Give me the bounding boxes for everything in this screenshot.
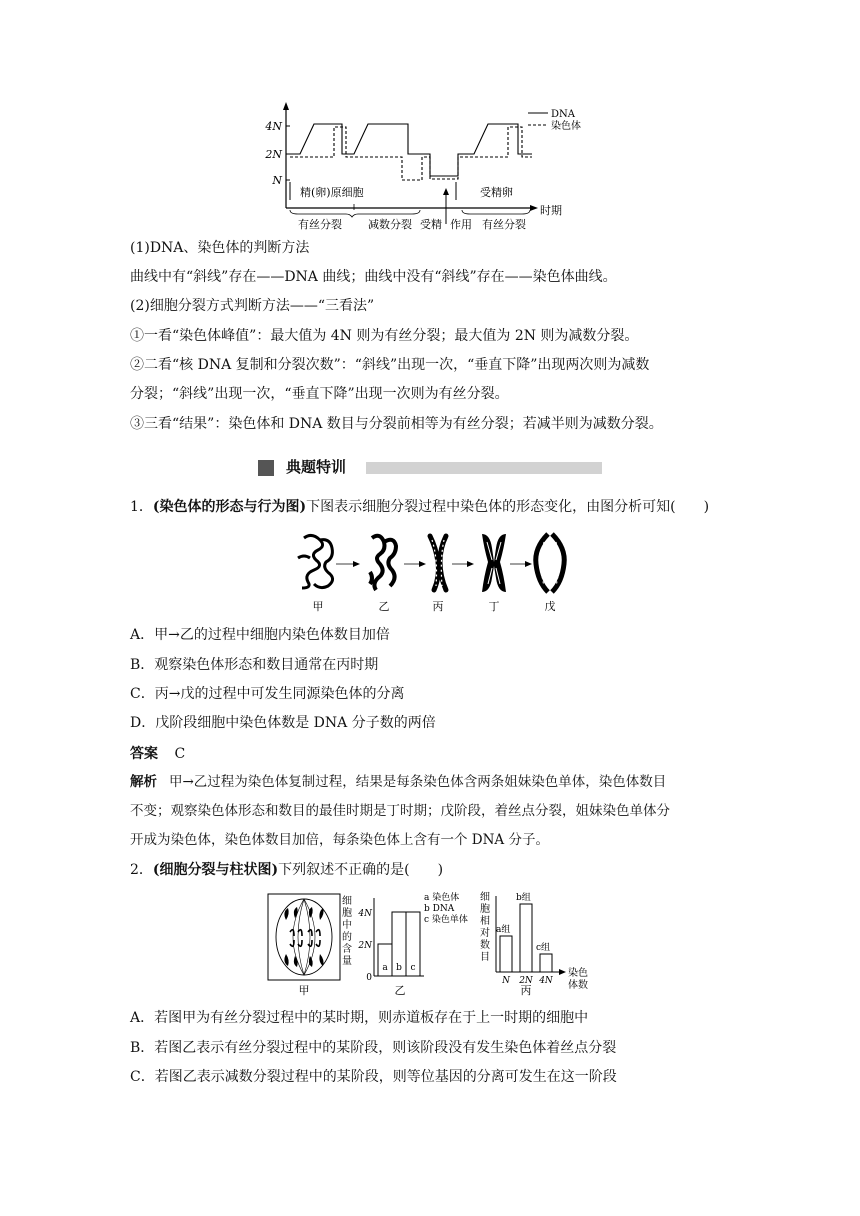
question-2-option-c: C．若图乙表示减数分裂过程中的某阶段，则等位基因的分离可发生在这一阶段 (130, 1069, 617, 1085)
question-1-option-a: A．甲→乙的过程中细胞内染色体数目加倍 (130, 627, 390, 643)
yi-legend-c: c 染色单体 (424, 915, 468, 925)
yi-ylabel-char-4: 的 (342, 932, 352, 943)
bing-xtick-n: N (502, 976, 510, 986)
yi-bar-label-b: b (396, 963, 402, 973)
question-1-option-c: C．丙→戊的过程中可发生同源染色体的分离 (130, 686, 405, 702)
bing-ylabel-char-1: 细 (480, 892, 490, 903)
bing-group-b: b组 (516, 893, 531, 903)
bing-xlabel-1: 染色 (568, 968, 588, 979)
yi-tick-0: 0 (366, 973, 372, 983)
phase-mitosis-2: 有丝分裂 (482, 218, 526, 231)
method-text-1: 曲线中有“斜线”存在——DNA 曲线；曲线中没有“斜线”存在——染色体曲线。 (130, 269, 617, 285)
bing-ylabel-char-4: 对 (480, 928, 490, 939)
stage-label-ding: 丁 (488, 600, 500, 613)
dna-curve (290, 124, 532, 176)
bing-group-a: a组 (496, 925, 511, 935)
stage-label-wu: 戊 (544, 600, 556, 613)
bing-bar-a (500, 936, 512, 972)
method-heading-1: (1)DNA、染色体的判断方法 (130, 240, 310, 256)
yi-ylabel-char-1: 细 (342, 896, 352, 907)
phase-fertilization-2: 作用 (450, 218, 472, 231)
bing-group-c: c组 (536, 943, 551, 953)
bing-bar-c (540, 954, 552, 972)
chromosome-stage-ding-icon (482, 534, 506, 592)
question-2-stem (130, 860, 443, 880)
x-axis-label: 时期 (540, 204, 562, 217)
chromosome-stage-jia-icon (298, 535, 333, 588)
bing-xtick-4n: 4N (539, 976, 553, 986)
bing-ylabel-char-5: 数 (480, 940, 490, 951)
question-1-tag: (染色体的形态与行为图) (152, 499, 307, 515)
yi-ylabel-char-3: 中 (342, 920, 352, 931)
stage-label-jia: 甲 (312, 600, 324, 613)
bing-xlabel-2: 体数 (568, 980, 588, 991)
figure-jia-label: 甲 (298, 984, 310, 997)
method-step-2b: 分裂；“斜线”出现一次，“垂直下降”出现一次则为有丝分裂。 (130, 386, 509, 402)
stage-label-bing: 丙 (432, 600, 444, 613)
chromosome-stage-wu-icon (536, 534, 565, 592)
answer-value: C (174, 746, 186, 762)
method-step-1: ①一看“染色体峰值”：最大值为 4N 则为有丝分裂；最大值为 2N 则为减数分裂。 (130, 328, 639, 344)
legend-dna: DNA (551, 109, 575, 120)
yi-ylabel-char-2: 胞 (342, 908, 352, 919)
question-1-analysis-line-3: 开成为染色体，染色体数目加倍，每条染色体上含有一个 DNA 分子。 (130, 832, 549, 848)
question-2-number: 2． (130, 862, 153, 878)
section-header (258, 458, 602, 477)
yi-bar-label-c: c (410, 963, 416, 973)
bing-bar-b (520, 904, 532, 972)
bing-xtick-2n: 2N (519, 976, 533, 986)
figure-yi-ylabel (342, 895, 352, 967)
question-1-answer (130, 744, 185, 764)
y-tick-2n: 2N (265, 148, 282, 161)
phase-fertilization-1: 受精 (420, 218, 442, 231)
question-2-option-b: B．若图乙表示有丝分裂过程中的某阶段，则该阶段没有发生染色体着丝点分裂 (130, 1040, 617, 1056)
method-step-2a: ②二看“核 DNA 复制和分裂次数”：“斜线”出现一次，“垂直下降”出现两次则为减数 (130, 357, 650, 373)
question-1-text: 下图表示细胞分裂过程中染色体的形态变化，由图分析可知( ) (306, 499, 710, 515)
figure-bing-ylabel (480, 891, 490, 963)
yi-tick-2n: 2N (358, 941, 372, 951)
method-heading-2: (2)细胞分裂方式判断方法——“三看法” (130, 298, 375, 314)
section-title: 典题特训 (286, 458, 347, 476)
region-label-right: 受精卵 (480, 186, 513, 199)
method-step-3: ③三看“结果”：染色体和 DNA 数目与分裂前相等为有丝分裂；若减半则为减数分裂。 (130, 416, 663, 432)
dna-chromosome-curve-figure (262, 100, 592, 232)
question-1-analysis-line-2: 不变；观察染色体形态和数目的最佳时期是丁时期；戊阶段，着丝点分裂，姐妹染色单体分 (130, 803, 670, 819)
yi-ylabel-char-5: 含 (342, 944, 352, 955)
answer-label: 答案 (130, 746, 158, 762)
figure-bing-label: 丙 (520, 984, 532, 997)
question-2-tag: (细胞分裂与柱状图) (152, 862, 279, 878)
chromosome-stage-yi-icon (370, 536, 396, 590)
dividing-cell-icon (276, 899, 332, 975)
cell-division-bar-figure (264, 888, 594, 998)
yi-legend-a: a 染色体 (424, 893, 460, 903)
analysis-text-1: 甲→乙过程为染色体复制过程，结果是每条染色体含两条姐妹染色单体，染色体数目 (169, 774, 667, 790)
question-1-option-d: D．戊阶段细胞中染色体数是 DNA 分子数的两倍 (130, 715, 436, 731)
phase-mitosis-1: 有丝分裂 (298, 218, 342, 231)
yi-ylabel-char-6: 量 (342, 956, 352, 967)
question-1-stem (130, 497, 709, 517)
y-tick-n: N (272, 174, 282, 187)
section-divider-bar (366, 462, 602, 474)
phase-meiosis: 减数分裂 (368, 218, 412, 231)
question-1-option-b: B．观察染色体形态和数目通常在丙时期 (130, 657, 379, 673)
figure-yi-label: 乙 (394, 984, 406, 997)
chromosome-morphology-figure (290, 528, 580, 614)
region-label-left: 精(卵)原细胞 (300, 186, 364, 199)
y-tick-4n: 4N (265, 120, 282, 133)
yi-legend-b: b DNA (424, 904, 455, 914)
question-1-analysis-line-1 (130, 772, 666, 792)
legend-chromosome: 染色体 (551, 121, 581, 132)
chromosome-stage-bing-icon (430, 536, 446, 590)
bing-ylabel-char-2: 胞 (480, 904, 490, 915)
yi-tick-4n: 4N (358, 909, 372, 919)
section-marker-icon (258, 460, 274, 476)
yi-bar-label-a: a (382, 963, 388, 973)
bing-ylabel-char-6: 目 (480, 952, 490, 963)
question-2-option-a: A．若图甲为有丝分裂过程中的某时期，则赤道板存在于上一时期的细胞中 (130, 1010, 589, 1026)
question-1-number: 1． (130, 499, 153, 515)
question-2-text: 下列叙述不正确的是( ) (278, 862, 444, 878)
analysis-label: 解析 (130, 774, 157, 790)
stage-label-yi: 乙 (378, 600, 390, 613)
bing-ylabel-char-3: 相 (480, 916, 490, 927)
